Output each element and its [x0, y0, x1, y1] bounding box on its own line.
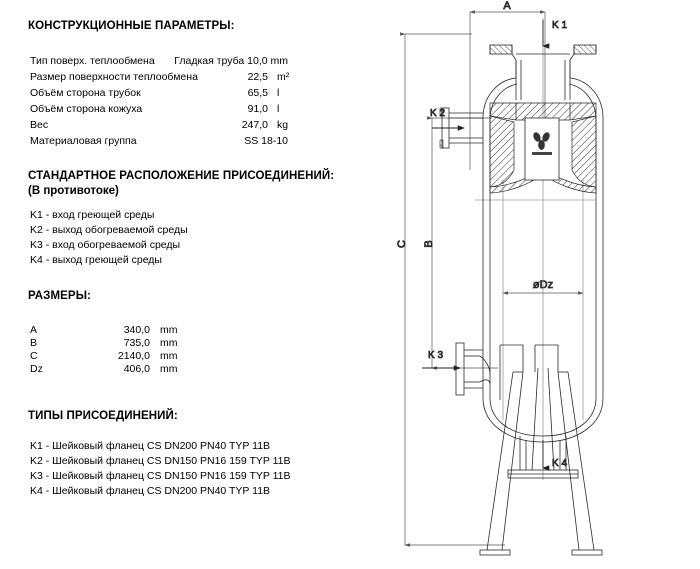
dimension-b: [432, 118, 498, 368]
construction-row-label: Тип поверх. теплообмена: [30, 55, 155, 67]
dimension-row-unit: mm: [160, 350, 178, 362]
dimension-row-value: 340,0: [123, 324, 150, 336]
connection-type-item: K3 - Шейковый фланец CS DN150 PN16 159 TYP 11B: [30, 470, 291, 482]
construction-row-unit: kg: [277, 119, 289, 131]
connection-layout-item: K4 - выход греющей среды: [30, 254, 162, 266]
mark-k1-label: K 1: [552, 20, 568, 31]
connection-layout-item: K3 - вход обогреваемой среды: [30, 239, 181, 251]
dimension-row-unit: mm: [160, 363, 178, 375]
dimension-b-label: B: [423, 240, 435, 248]
dimension-row-label: B: [30, 337, 38, 349]
construction-parameters-heading: КОНСТРУКЦИОННЫЕ ПАРАМЕТРЫ:: [28, 20, 235, 32]
construction-row-value: 22,5: [247, 71, 268, 83]
mark-k3-label: K 3: [428, 350, 444, 361]
connection-type-item: K1 - Шейковый фланец CS DN200 PN40 TYP 11B: [30, 440, 271, 452]
connection-type-item: K4 - Шейковый фланец CS DN200 PN40 TYP 11B: [30, 485, 271, 497]
connection-layout-item: K2 - выход обогреваемой среды: [30, 224, 188, 236]
construction-row-value: 247,0: [241, 119, 268, 131]
dimension-row-label: A: [30, 324, 38, 336]
mark-k2-label: K 2: [430, 108, 446, 119]
construction-row-value: Гладкая труба 10,0 mm: [174, 55, 288, 67]
dimension-row-value: 735,0: [123, 337, 150, 349]
connection-layout-item: K1 - вход греющей среды: [30, 209, 155, 221]
dimension-dz-label: øDz: [532, 279, 554, 291]
construction-row-label: Материаловая группа: [30, 135, 137, 147]
nozzle-k3: [456, 343, 490, 395]
dimension-a-label: A: [503, 0, 511, 12]
dimension-row-label: Dz: [30, 363, 43, 375]
connection-type-item: K2 - Шейковый фланец CS DN150 PN16 159 TYP 11B: [30, 455, 291, 467]
mark-k4-label: K 4: [552, 458, 568, 469]
equipment-technical-drawing: [380, 0, 700, 569]
construction-row-label: Объём сторона трубок: [30, 87, 141, 99]
construction-row-value: 91,0: [247, 103, 268, 115]
dimension-row-unit: mm: [160, 324, 178, 336]
dimension-row-value: 2140,0: [117, 350, 150, 362]
dimension-row-value: 406,0: [123, 363, 150, 375]
construction-row-label: Вес: [30, 119, 49, 131]
dimension-c-label: C: [396, 240, 408, 248]
dimension-row-unit: mm: [160, 337, 178, 349]
connections-layout-heading: СТАНДАРТНОЕ РАСПОЛОЖЕНИЕ ПРИСОЕДИНЕНИЙ:: [28, 170, 335, 182]
support-legs: [480, 368, 602, 555]
construction-row-value: 65,5: [247, 87, 268, 99]
connection-types-heading: ТИПЫ ПРИСОЕДИНЕНИЙ:: [28, 410, 178, 422]
dimension-row-label: C: [30, 350, 38, 362]
centre-lines: [475, 18, 595, 480]
construction-row-value: SS 18-10: [244, 135, 288, 147]
dimensions-heading: РАЗМЕРЫ:: [28, 290, 91, 302]
construction-row-label: Размер поверхности теплообмена: [30, 71, 198, 83]
construction-row-unit: l: [277, 87, 280, 99]
nameplate: [525, 118, 559, 180]
construction-row-label: Объём сторона кожуха: [30, 103, 143, 115]
connections-layout-subheading: (В противотоке): [28, 185, 119, 197]
construction-row-unit: l: [277, 103, 280, 115]
construction-row-unit: m²: [277, 71, 290, 83]
